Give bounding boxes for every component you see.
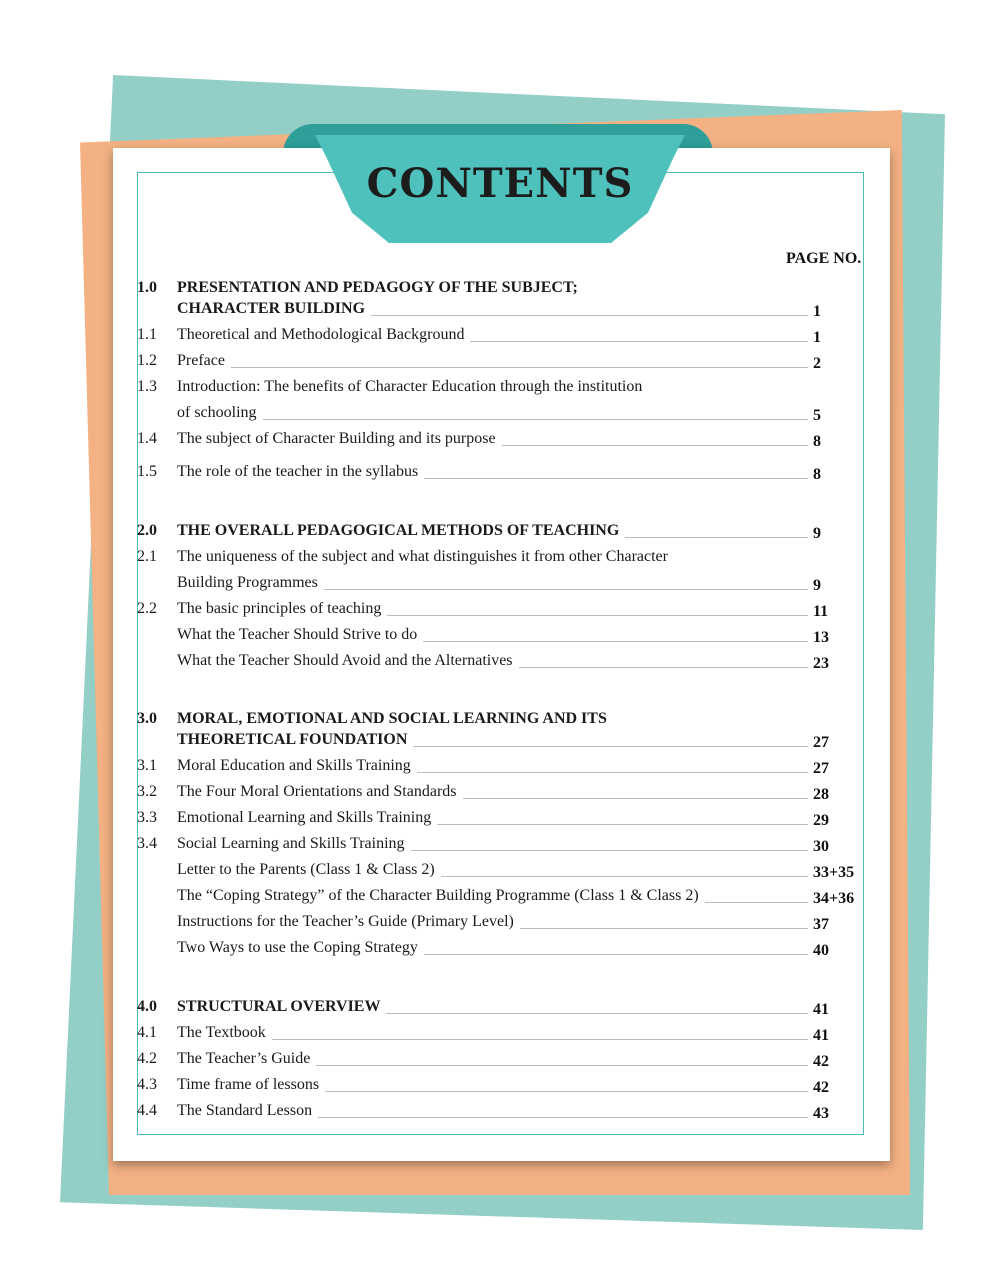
toc-entry-number: 3.1 bbox=[137, 757, 157, 774]
toc-page-number: 42 bbox=[813, 1079, 829, 1096]
toc-page-number: 29 bbox=[813, 812, 829, 829]
toc-entry-number: 3.0 bbox=[137, 710, 157, 727]
toc-leader-line bbox=[705, 902, 808, 903]
toc-page-number: 42 bbox=[813, 1053, 829, 1070]
toc-entry-title: PRESENTATION AND PEDAGOGY OF THE SUBJECT; bbox=[177, 279, 578, 296]
toc-entry-title: Instructions for the Teacher’s Guide (Primary Level) bbox=[177, 913, 514, 930]
toc-entry-number: 1.2 bbox=[137, 352, 157, 369]
toc-page-number: 28 bbox=[813, 786, 829, 803]
toc-entry-number: 4.3 bbox=[137, 1076, 157, 1093]
toc-entry-number: 3.3 bbox=[137, 809, 157, 826]
toc-leader-line bbox=[318, 1117, 808, 1118]
toc-page-number: 37 bbox=[813, 916, 829, 933]
toc-page-number: 9 bbox=[813, 577, 821, 594]
toc-page-number: 13 bbox=[813, 629, 829, 646]
toc-entry-number: 2.0 bbox=[137, 522, 157, 539]
toc-entry-title: The uniqueness of the subject and what distinguishes it from other Character bbox=[177, 548, 668, 565]
toc-entry-title: Preface bbox=[177, 352, 225, 369]
toc-leader-line bbox=[437, 824, 808, 825]
toc-leader-line bbox=[470, 341, 808, 342]
toc-leader-line bbox=[424, 954, 808, 955]
toc-entry-title: The Four Moral Orientations and Standards bbox=[177, 783, 457, 800]
toc-entry-title: The Standard Lesson bbox=[177, 1102, 313, 1119]
toc-entry-title: What the Teacher Should Avoid and the Alternatives bbox=[177, 652, 513, 669]
toc-page-number: 8 bbox=[813, 466, 821, 483]
toc-leader-line bbox=[324, 589, 808, 590]
toc-entry-number: 3.4 bbox=[137, 835, 157, 852]
toc-entry-number: 1.1 bbox=[137, 326, 157, 343]
toc-leader-line bbox=[520, 928, 808, 929]
toc-entry-number: 1.5 bbox=[137, 463, 157, 480]
toc-entry-number: 4.2 bbox=[137, 1050, 157, 1067]
toc-entry-number: 1.0 bbox=[137, 279, 157, 296]
toc-entry-title: The Teacher’s Guide bbox=[177, 1050, 311, 1067]
toc-entry-title: Letter to the Parents (Class 1 & Class 2) bbox=[177, 861, 435, 878]
toc-leader-line bbox=[413, 746, 808, 747]
toc-page-number: 33+35 bbox=[813, 864, 855, 881]
toc-entry-title: The “Coping Strategy” of the Character Building Programme (Class 1 & Class 2) bbox=[177, 887, 699, 904]
toc-entry-number: 3.2 bbox=[137, 783, 157, 800]
toc-entry-number: 1.4 bbox=[137, 430, 157, 447]
toc-entry-title: Emotional Learning and Skills Training bbox=[177, 809, 432, 826]
toc-entry-title: THEORETICAL FOUNDATION bbox=[177, 731, 408, 748]
toc-entry-number: 1.3 bbox=[137, 378, 157, 395]
toc-leader-line bbox=[231, 367, 808, 368]
toc-leader-line bbox=[423, 641, 808, 642]
toc-entry-title: Social Learning and Skills Training bbox=[177, 835, 405, 852]
toc-leader-line bbox=[371, 315, 808, 316]
toc-entry-title: THE OVERALL PEDAGOGICAL METHODS OF TEACHING bbox=[177, 522, 620, 539]
toc-entry-title: CHARACTER BUILDING bbox=[177, 300, 366, 317]
toc-leader-line bbox=[325, 1091, 808, 1092]
toc-entry-title: Moral Education and Skills Training bbox=[177, 757, 411, 774]
toc-leader-line bbox=[411, 850, 808, 851]
toc-entry-number: 2.1 bbox=[137, 548, 157, 565]
toc-entry-title: Building Programmes bbox=[177, 574, 318, 591]
toc-entry-title: of schooling bbox=[177, 404, 257, 421]
toc-page-number: 27 bbox=[813, 760, 829, 777]
toc-page-number: 43 bbox=[813, 1105, 829, 1122]
toc-leader-line bbox=[272, 1039, 808, 1040]
toc-page-number: 30 bbox=[813, 838, 829, 855]
toc-leader-line bbox=[424, 478, 808, 479]
toc-leader-line bbox=[263, 419, 808, 420]
toc-page-number: 34+36 bbox=[813, 890, 855, 907]
toc-entry-number: 4.0 bbox=[137, 998, 157, 1015]
toc-page-number: 11 bbox=[813, 603, 829, 620]
toc-leader-line bbox=[387, 615, 808, 616]
toc-page-number: 1 bbox=[813, 329, 821, 346]
toc-page-number: 8 bbox=[813, 433, 821, 450]
toc-page-number: 9 bbox=[813, 525, 821, 542]
toc-page-number: 2 bbox=[813, 355, 821, 372]
toc-entry-number: 4.1 bbox=[137, 1024, 157, 1041]
toc-leader-line bbox=[502, 445, 808, 446]
toc-page-number: 27 bbox=[813, 734, 829, 751]
toc-entry-title: Two Ways to use the Coping Strategy bbox=[177, 939, 418, 956]
page-no-label: PAGE NO. bbox=[786, 250, 862, 267]
toc-leader-line bbox=[441, 876, 808, 877]
toc-leader-line bbox=[417, 772, 808, 773]
toc-entry-title: Theoretical and Methodological Background bbox=[177, 326, 465, 343]
toc-leader-line bbox=[463, 798, 809, 799]
toc-entry-title: Time frame of lessons bbox=[177, 1076, 320, 1093]
toc-page-number: 1 bbox=[813, 303, 821, 320]
toc-entry-number: 2.2 bbox=[137, 600, 157, 617]
toc-page-number: 5 bbox=[813, 407, 821, 424]
toc-entry-title: MORAL, EMOTIONAL AND SOCIAL LEARNING AND ITS bbox=[177, 710, 607, 727]
toc-leader-line bbox=[625, 537, 808, 538]
toc-entry-title: The role of the teacher in the syllabus bbox=[177, 463, 419, 480]
toc-page-number: 41 bbox=[813, 1027, 829, 1044]
toc-entry-title: The subject of Character Building and its purpose bbox=[177, 430, 496, 447]
toc-entry-title: STRUCTURAL OVERVIEW bbox=[177, 998, 381, 1015]
toc-leader-line bbox=[519, 667, 808, 668]
toc-leader-line bbox=[386, 1013, 808, 1014]
toc-page-number: 23 bbox=[813, 655, 829, 672]
toc-page-number: 41 bbox=[813, 1001, 829, 1018]
toc-entry-title: Introduction: The benefits of Character Education through the institution bbox=[177, 378, 643, 395]
toc-entry-title: The basic principles of teaching bbox=[177, 600, 382, 617]
toc-leader-line bbox=[316, 1065, 808, 1066]
contents-heading: CONTENTS bbox=[366, 160, 634, 207]
toc-entry-title: The Textbook bbox=[177, 1024, 266, 1041]
toc-page-number: 40 bbox=[813, 942, 829, 959]
toc-entry-number: 4.4 bbox=[137, 1102, 157, 1119]
toc-entry-title: What the Teacher Should Strive to do bbox=[177, 626, 418, 643]
